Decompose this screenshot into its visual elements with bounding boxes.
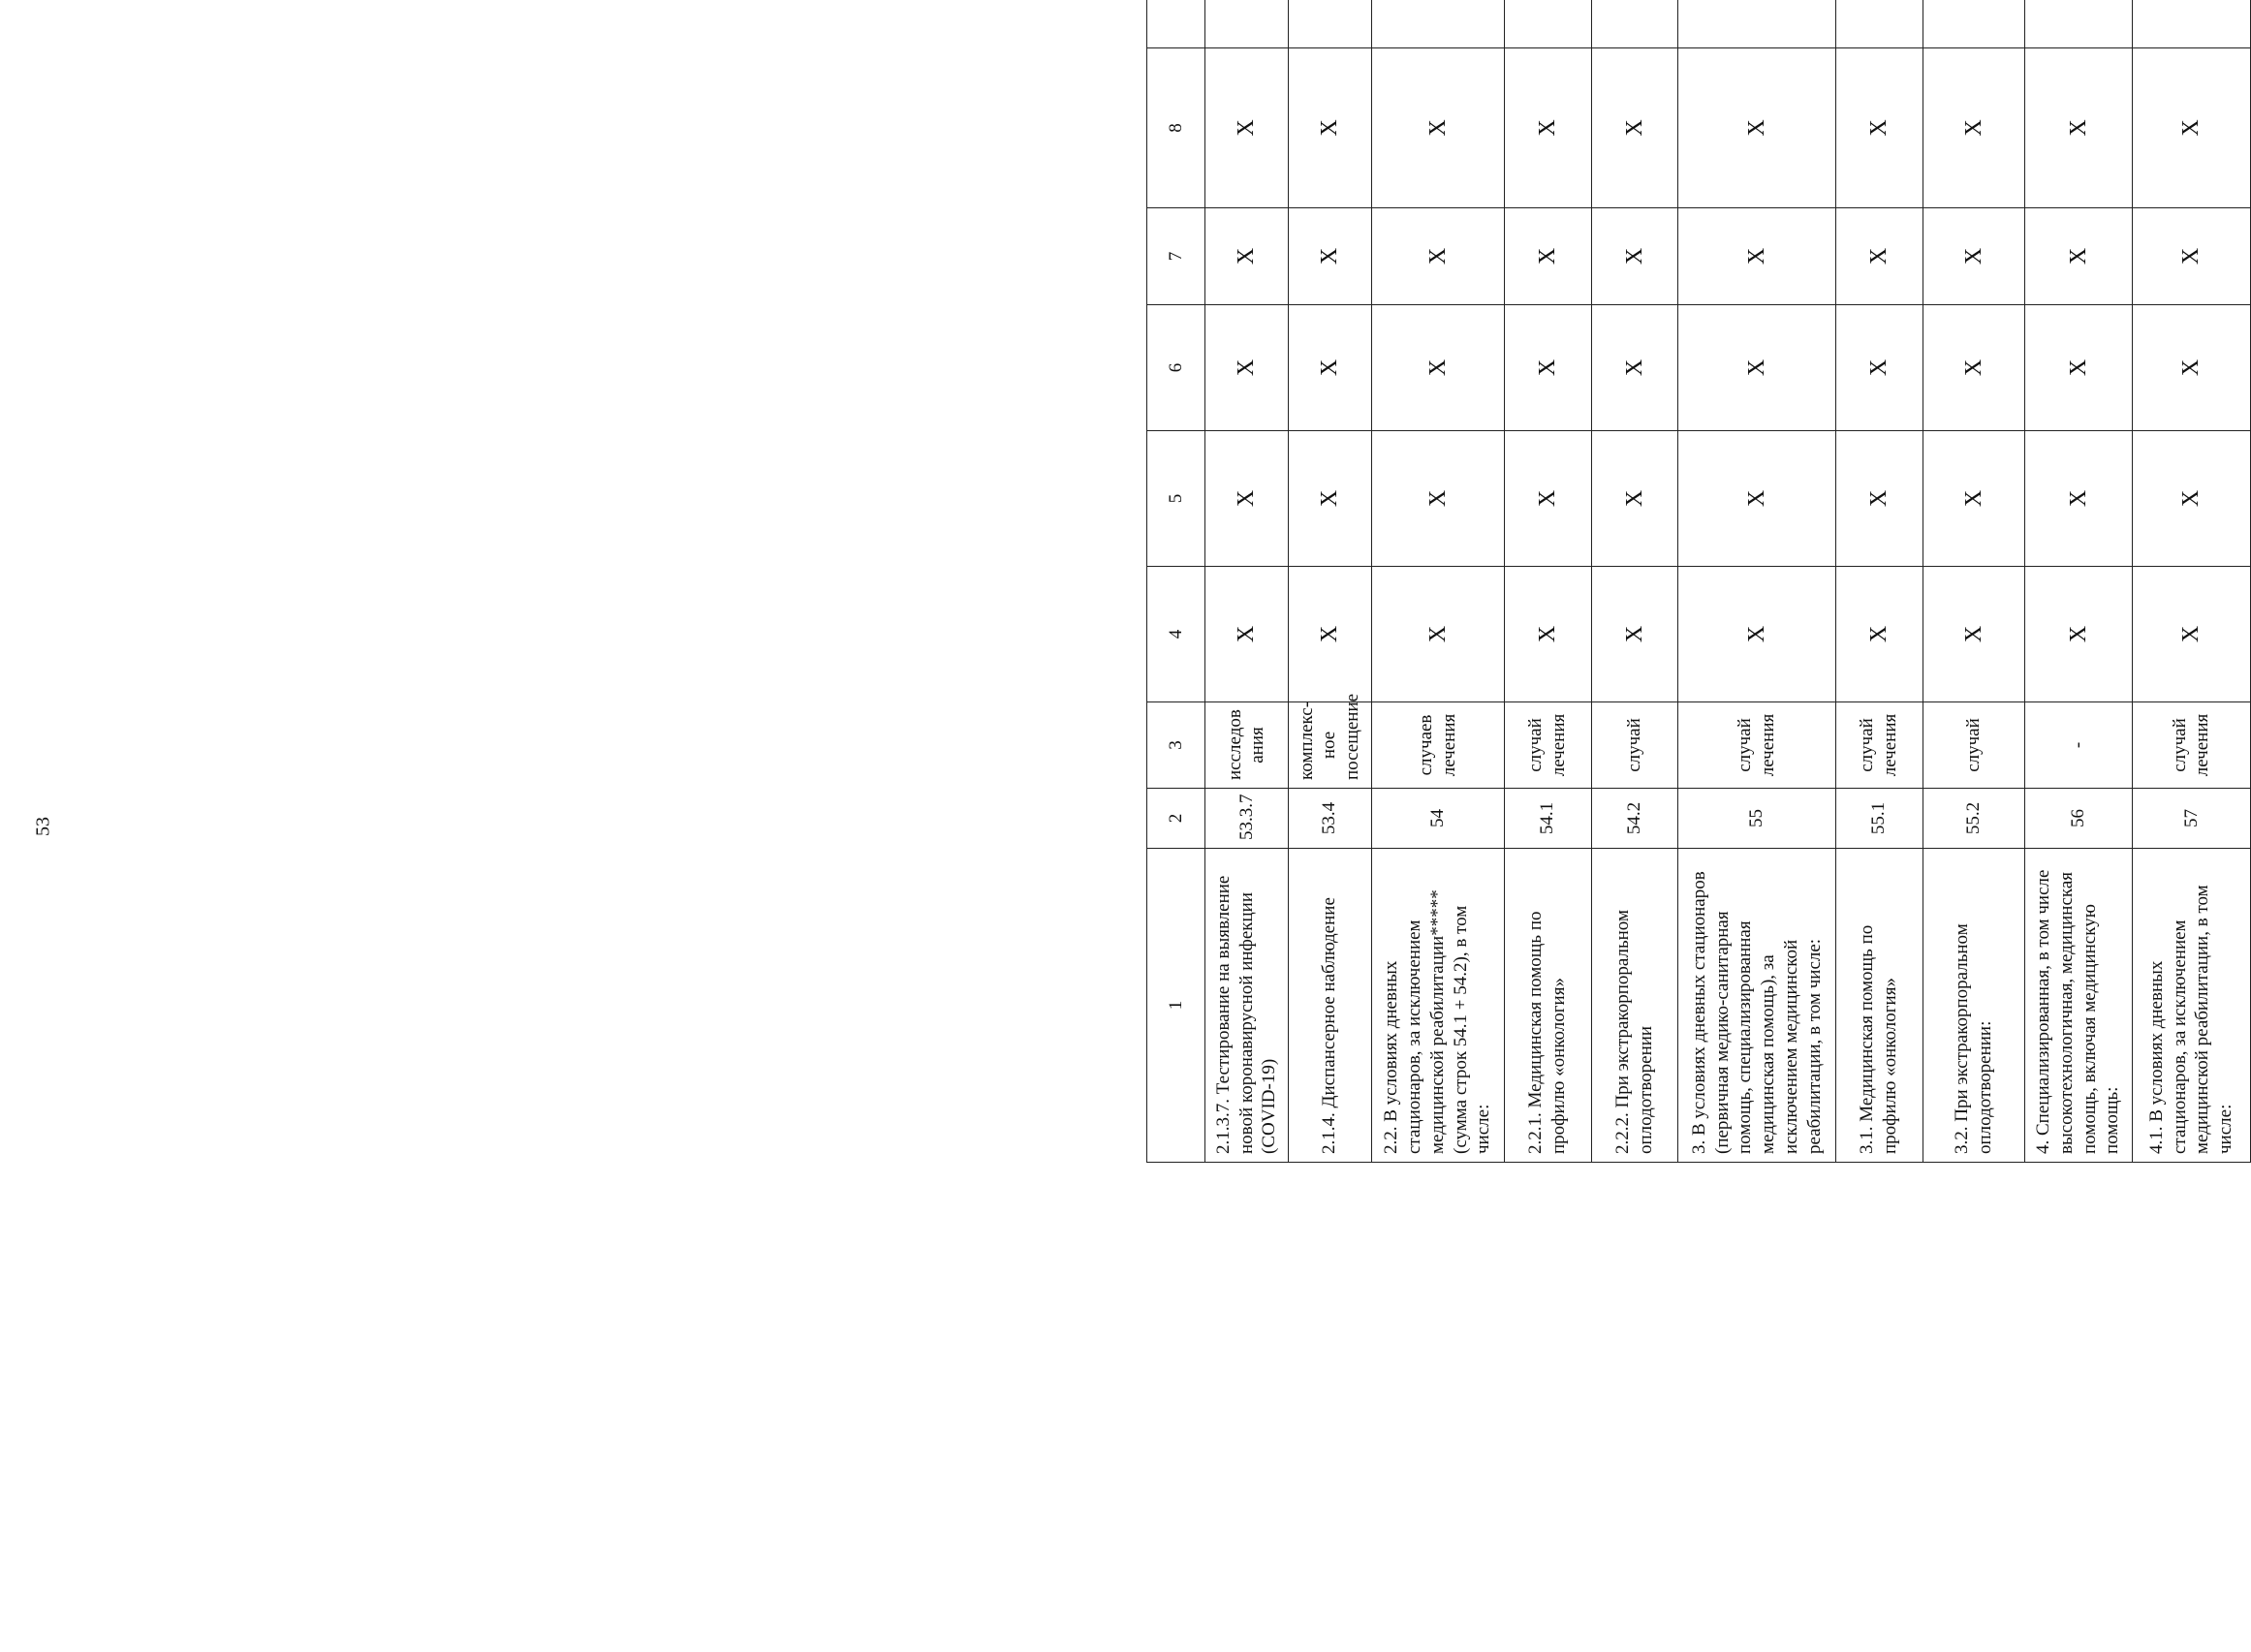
x-mark-cell: X — [1371, 208, 1504, 305]
x-mark-cell: X — [1923, 48, 2024, 208]
x-mark-cell: X — [1204, 208, 1288, 305]
row-code: 53.4 — [1288, 789, 1371, 849]
row-code: 54.2 — [1591, 789, 1678, 849]
row-unit: случаев лечения — [1371, 702, 1504, 789]
x-mark-cell: X — [1678, 48, 1835, 208]
x-mark-cell: X — [1288, 431, 1371, 567]
row-description: 2.2. В условиях дневных стационаров, за исключением медицинской реабилитации***** (сумма строк 54.1 + 54.2), в том числе: — [1371, 849, 1504, 1163]
x-mark-cell: X — [1504, 208, 1591, 305]
x-mark-cell: X — [2132, 567, 2250, 702]
x-mark-cell: X — [1288, 48, 1371, 208]
x-mark-cell: X — [1591, 305, 1678, 431]
row-description: 3. В условиях дневных стационаров (первичная медико-санитарная помощь, специализированная медицинская помощь), за исключением медицинской реабилитации, в том числе: — [1678, 849, 1835, 1163]
x-mark-cell — [1504, 0, 1591, 48]
x-mark-cell: X — [1288, 305, 1371, 431]
x-mark-cell: X — [2132, 208, 2250, 305]
x-mark-cell — [2132, 0, 2250, 48]
row-code: 57 — [2132, 789, 2250, 849]
x-mark-cell: X — [1371, 431, 1504, 567]
x-mark-cell — [1204, 0, 1288, 48]
row-unit: исследов ания — [1204, 702, 1288, 789]
x-mark-cell — [1835, 0, 1923, 48]
row-code: 55 — [1678, 789, 1835, 849]
x-mark-cell: X — [1591, 431, 1678, 567]
table-row — [1835, 0, 1923, 1163]
row-code: 54.1 — [1504, 789, 1591, 849]
x-mark-cell: X — [1678, 431, 1835, 567]
column-header: 4 — [1147, 567, 1205, 702]
row-code: 55.1 — [1835, 789, 1923, 849]
x-mark-cell: X — [1835, 208, 1923, 305]
table-header-row — [1147, 0, 1205, 1163]
row-description: 2.2.2. При экстракорпоральном оплодотворении — [1591, 849, 1678, 1163]
x-mark-cell: X — [2024, 305, 2132, 431]
column-header: 8 — [1147, 48, 1205, 208]
row-code: 54 — [1371, 789, 1504, 849]
x-mark-cell: X — [1923, 567, 2024, 702]
x-mark-cell: X — [1504, 567, 1591, 702]
row-unit: комплекс-ное посещение — [1288, 702, 1371, 789]
row-unit: случай — [1591, 702, 1678, 789]
x-mark-cell: X — [1923, 431, 2024, 567]
row-description: 4. Специализированная, в том числе высокотехнологичная, медицинская помощь, включая медицинскую помощь: — [2024, 849, 2132, 1163]
x-mark-cell: X — [1591, 567, 1678, 702]
row-unit: случай лечения — [2132, 702, 2250, 789]
column-header: 3 — [1147, 702, 1205, 789]
x-mark-cell: X — [2132, 431, 2250, 567]
column-header: 1 — [1147, 849, 1205, 1163]
x-mark-cell: X — [1678, 208, 1835, 305]
table-row — [2024, 0, 2132, 1163]
row-description: 2.2.1. Медицинская помощь по профилю «онкология» — [1504, 849, 1591, 1163]
row-unit: случай лечения — [1835, 702, 1923, 789]
table-row — [1504, 0, 1591, 1163]
x-mark-cell: X — [1591, 48, 1678, 208]
table-row — [1923, 0, 2024, 1163]
row-description: 3.2. При экстракорпоральном оплодотворении: — [1923, 849, 2024, 1163]
x-mark-cell: X — [2024, 431, 2132, 567]
x-mark-cell: X — [1678, 305, 1835, 431]
x-mark-cell — [1923, 0, 2024, 48]
x-mark-cell: X — [1204, 431, 1288, 567]
x-mark-cell: X — [1371, 567, 1504, 702]
x-mark-cell: X — [2132, 305, 2250, 431]
table-row — [1288, 0, 1371, 1163]
x-mark-cell — [1371, 0, 1504, 48]
x-mark-cell — [2024, 0, 2132, 48]
x-mark-cell: X — [1923, 305, 2024, 431]
table-row — [1204, 0, 1288, 1163]
row-description: 3.1. Медицинская помощь по профилю «онкология» — [1835, 849, 1923, 1163]
x-mark-cell — [1591, 0, 1678, 48]
x-mark-cell: X — [2024, 208, 2132, 305]
x-mark-cell: X — [1835, 305, 1923, 431]
column-header: 6 — [1147, 305, 1205, 431]
x-mark-cell: X — [1288, 567, 1371, 702]
table-row — [1371, 0, 1504, 1163]
x-mark-cell: X — [1288, 208, 1371, 305]
table-row — [2132, 0, 2250, 1163]
row-code: 53.3.7 — [1204, 789, 1288, 849]
x-mark-cell: X — [1591, 208, 1678, 305]
x-mark-cell — [1678, 0, 1835, 48]
table-row — [1591, 0, 1678, 1163]
data-table — [1146, 0, 2251, 1163]
x-mark-cell: X — [1923, 208, 2024, 305]
row-unit: - — [2024, 702, 2132, 789]
x-mark-cell: X — [1678, 567, 1835, 702]
column-header: 7 — [1147, 208, 1205, 305]
column-header: 2 — [1147, 789, 1205, 849]
column-header — [1147, 0, 1205, 48]
row-description: 2.1.4. Диспансерное наблюдение — [1288, 849, 1371, 1163]
x-mark-cell: X — [2132, 48, 2250, 208]
x-mark-cell: X — [1835, 567, 1923, 702]
x-mark-cell: X — [1371, 305, 1504, 431]
row-code: 56 — [2024, 789, 2132, 849]
column-header: 5 — [1147, 431, 1205, 567]
row-unit: случай — [1923, 702, 2024, 789]
x-mark-cell: X — [2024, 567, 2132, 702]
x-mark-cell: X — [1504, 305, 1591, 431]
table-row — [1678, 0, 1835, 1163]
row-description: 4.1. В условиях дневных стационаров, за исключением медицинской реабилитации, в том числе: — [2132, 849, 2250, 1163]
row-unit: случай лечения — [1678, 702, 1835, 789]
x-mark-cell — [1288, 0, 1371, 48]
row-unit: случай лечения — [1504, 702, 1591, 789]
row-code: 55.2 — [1923, 789, 2024, 849]
rotated-table-container — [1146, 0, 2251, 1163]
x-mark-cell: X — [1835, 48, 1923, 208]
x-mark-cell: X — [1504, 48, 1591, 208]
x-mark-cell: X — [1204, 305, 1288, 431]
x-mark-cell: X — [2024, 48, 2132, 208]
page-number: 53 — [32, 817, 54, 836]
row-description: 2.1.3.7. Тестирование на выявление новой коронавирусной инфекции (COVID-19) — [1204, 849, 1288, 1163]
x-mark-cell: X — [1835, 431, 1923, 567]
x-mark-cell: X — [1204, 48, 1288, 208]
x-mark-cell: X — [1371, 48, 1504, 208]
x-mark-cell: X — [1204, 567, 1288, 702]
x-mark-cell: X — [1504, 431, 1591, 567]
